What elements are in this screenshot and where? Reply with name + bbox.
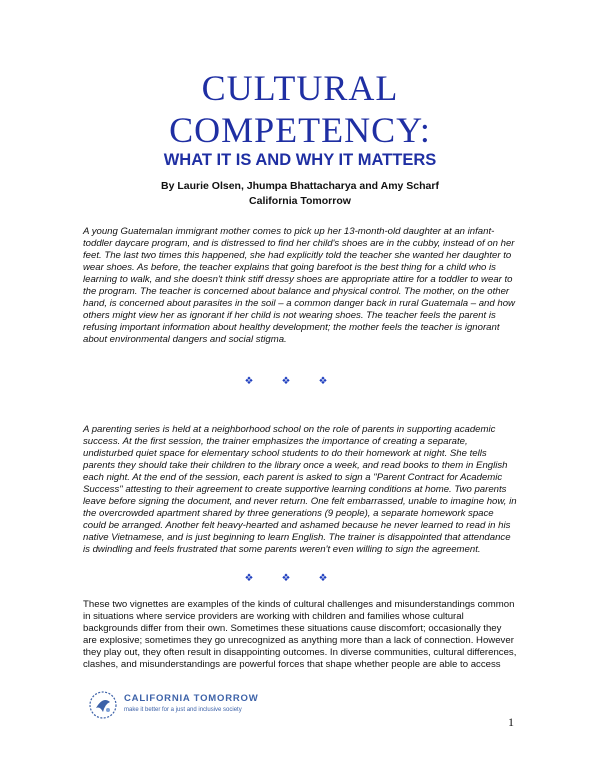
title-line-2: COMPETENCY:: [169, 110, 431, 150]
byline-authors: By Laurie Olsen, Jhumpa Bhattacharya and Amy Scharf: [161, 180, 439, 192]
byline-organization: California Tomorrow: [249, 195, 351, 207]
vignette-paragraph-2: A parenting series is held at a neighborhood school on the role of parents in supporting academic success. At the first session, the trainer emphasizes the importance of creating a separate, undisturbed quiet space for elementary school students to do their homework at night. She tells parents they should take their children to the library once a week, and read books to them in English each night. At the end of the session, each parent is asked to sign a "Parent Contract for Academic Success" attesting to their agreement to create supportive learning conditions at home. Two parents leave before signing the document, and never return. One felt embarrassed, unable to imagine how, in the overcrowded apartment shared by three generations (9 people), a separate homework space could be arranged. Another felt heavy-hearted and ashamed because he never learned to read in his native Vietnamese, and is just beginning to learn English. The trainer is disappointed that attendance is dwindling and feels frustrated that some parents weren't even willing to sign the agreement.: [83, 424, 517, 555]
page-number: 1: [508, 715, 514, 729]
subtitle: WHAT IT IS AND WHY IT MATTERS: [163, 151, 437, 169]
section-divider-1: ❖❖❖: [244, 376, 356, 387]
title-line-1: CULTURAL: [201, 68, 399, 108]
logo-name: CALIFORNIA TOMORROW: [124, 693, 259, 704]
footer-logo: [88, 690, 268, 722]
logo-tagline: make it better for a just and inclusive society: [124, 707, 242, 713]
section-divider-2: ❖❖❖: [244, 573, 356, 584]
vignette-paragraph-1: A young Guatemalan immigrant mother comes to pick up her 13-month-old daughter at an infant-toddler daycare program, and is distressed to find her child's shoes are in the cubby, instead of on her feet. The last two times this happened, she had explicitly told the teacher she wanted her daughter to wear shoes. As before, the teacher explains that going barefoot is the best thing for a child who is learning to walk, and she doesn't think stiff dressy shoes are appropriate attire for a toddler to wear to the program. The teacher is concerned about balance and physical control. The mother, on the other hand, is concerned about parasites in the soil – a common danger back in rural Guatemala – and how others might view her as ignorant if her child is not wearing shoes. The teacher feels the parent is refusing important information about healthy development; the mother feels the teacher is ignorant about environmental dangers and social stigma.: [83, 226, 515, 345]
california-tomorrow-logo-icon: [88, 690, 118, 720]
intro-paragraph: These two vignettes are examples of the kinds of cultural challenges and misunderstandings common in situations where service providers are working with children and families whose cultural backgrounds differ from their own. Sometimes these situations cause discomfort; occasionally they are explosive; sometimes they go unrecognized as anything more than a lack of connection. However they play out, they often result in disappointing outcomes. In diverse communities, cultural differences, clashes, and misunderstandings are powerful forces that shape whether people are able to access: [83, 599, 517, 670]
